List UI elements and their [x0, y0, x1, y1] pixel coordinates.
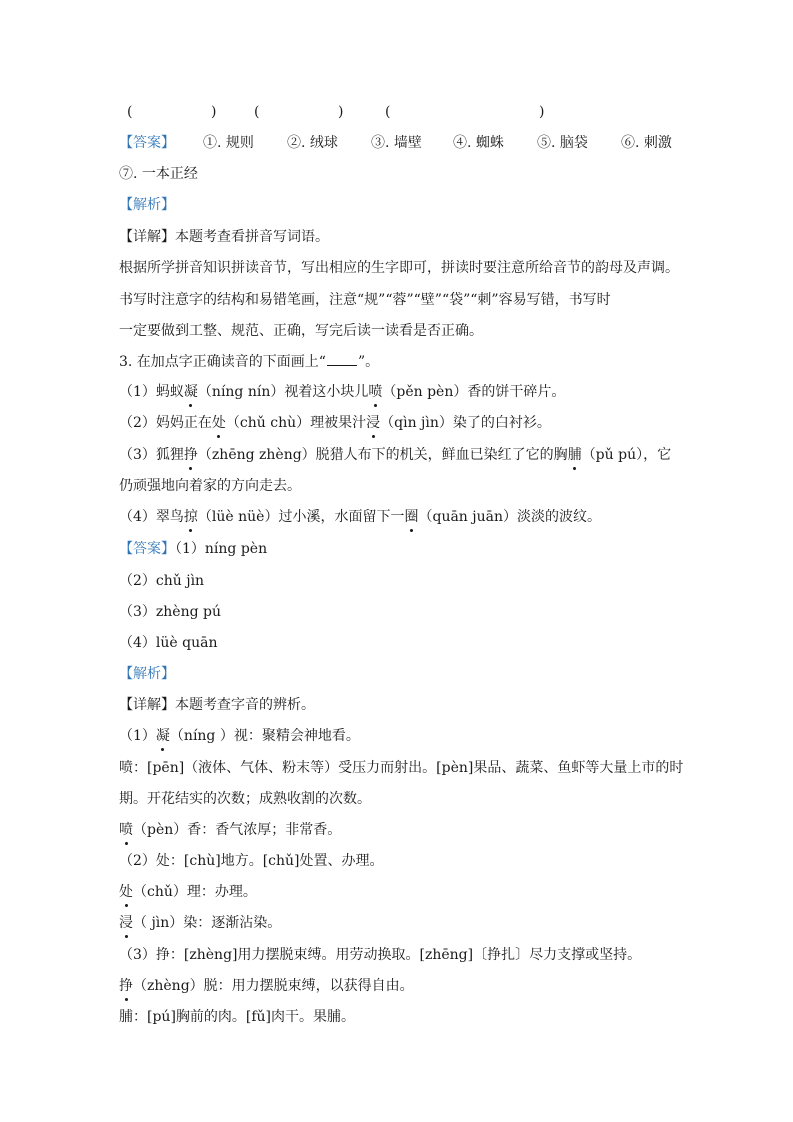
question-3-sentence-3 [119, 445, 671, 465]
question-3-sentence-2 [119, 413, 551, 433]
sentence-text: （pǔ pú），它 [581, 447, 672, 463]
underline-blank [327, 353, 357, 366]
sentence-text: （2）妈妈正在 [119, 415, 212, 431]
analysis-text: （zhèng）脱：用力摆脱束缚，以获得自由。 [133, 978, 414, 994]
dotted-char: 喷 [119, 822, 133, 838]
analysis-line-3: 一定要做到工整、规范、正确，写完后读一读看是否正确。 [119, 323, 483, 339]
analysis-text: （chǔ）理：办理。 [133, 884, 257, 900]
answer-item-1: ①. 规则 [203, 135, 254, 151]
dotted-char: 喷 [368, 384, 383, 400]
analysis-text: （pèn）香：香气浓厚；非常香。 [133, 822, 342, 838]
analysis-3-line-1 [119, 726, 360, 746]
dotted-char: 浸 [119, 915, 133, 931]
sentence-text: （lüè nüè）过小溪，水面留下一 [197, 509, 405, 525]
sentence-text: （qìn jìn）染了的白衬衫。 [380, 415, 551, 431]
detail-text: 本题考查看拼音写词语。 [175, 229, 329, 245]
sentence-text: （pěn pèn）香的饼干碎片。 [382, 384, 566, 400]
paren-close-3: ) [539, 104, 545, 120]
answer-3-item-2: （2）chǔ jìn [119, 573, 205, 589]
answer-tag: 【答案】 [119, 541, 175, 557]
dotted-char: 圈 [404, 509, 419, 525]
paren-open-2: ( [254, 104, 260, 120]
answer-3-item-3: （3）zhèng pú [119, 604, 221, 620]
question-3-prompt [119, 352, 379, 372]
sentence-text: （quān juān）淡淡的波纹。 [418, 509, 601, 525]
detail-tag: 【详解】 [119, 697, 175, 713]
question-3-prompt-a: 3. 在加点字正确读音的下面画上“ [119, 354, 326, 370]
analysis-tag: 【解析】 [119, 197, 175, 213]
detail-tag: 【详解】 [119, 229, 175, 245]
paren-close-1: ) [211, 104, 217, 120]
analysis-3-line-4 [119, 820, 341, 840]
analysis-3-line-7 [119, 913, 281, 933]
analysis-text: （níng ）视：聚精会神地看。 [169, 728, 360, 744]
analysis-3-line-5: （2）处：[chù]地方。[chǔ]处置、办理。 [119, 853, 384, 869]
paren-open-3: ( [385, 104, 391, 120]
answer-3-item-4: （4）lüè quān [119, 635, 218, 651]
analysis-3-line-9 [119, 976, 414, 996]
analysis-text: （1） [119, 728, 156, 744]
sentence-text: （3）狐狸 [119, 447, 184, 463]
sentence-text: （1）蚂蚁 [119, 384, 184, 400]
answer-item-7: ⑦. 一本正经 [119, 166, 198, 182]
dotted-char: 处 [119, 884, 133, 900]
dotted-char: 处 [211, 415, 226, 431]
answer-item-5: ⑤. 脑袋 [537, 135, 588, 151]
sentence-text: （zhēng zhèng）脱猎人布下的机关，鲜血已染红了它的胸 [197, 447, 568, 463]
sentence-text: （chǔ chù）理被果汁 [225, 415, 367, 431]
detail-text: 本题考查字音的辨析。 [175, 697, 315, 713]
paren-close-2: ) [338, 104, 344, 120]
dotted-char: 凝 [183, 384, 198, 400]
analysis-line-2: 书写时注意字的结构和易错笔画，注意“规”“蓉”“壁”“袋”“刺”容易写错，书写时 [119, 292, 611, 308]
answer-item-3: ③. 墙壁 [371, 135, 422, 151]
answer-item-4: ④. 蜘蛛 [453, 135, 504, 151]
answer-item-2: ②. 绒球 [287, 135, 338, 151]
question-3-sentence-1 [119, 382, 565, 402]
paren-open-1: ( [127, 104, 133, 120]
answer-3-item-1: （1）níng pèn [175, 541, 268, 557]
dotted-char: 凝 [155, 728, 170, 744]
analysis-3-line-2: 喷：[pēn]（液体、气体、粉末等）受压力而射出。[pèn]果品、蔬菜、鱼虾等大量上市的时 [119, 760, 684, 776]
analysis-3-line-8: （3）挣：[zhèng]用力摆脱束缚。用劳动换取。[zhēng]〔挣扎〕尽力支撑或坚持。 [119, 947, 642, 963]
answer-1-row [119, 133, 672, 153]
answer-tag: 【答案】 [119, 135, 175, 151]
analysis-3-line-6 [119, 882, 257, 902]
dotted-char: 脯 [567, 447, 582, 463]
sentence-text: （níng nín）视着这小块儿 [197, 384, 369, 400]
dotted-char: 挣 [119, 978, 133, 994]
answer-item-6: ⑥. 刺激 [621, 135, 672, 151]
dotted-char: 挣 [183, 447, 198, 463]
analysis-text: （ jìn）染：逐渐沾染。 [133, 915, 282, 931]
question-3-sentence-4 [119, 507, 601, 527]
analysis-3-line-3: 期。开花结实的次数；成熟收割的次数。 [119, 791, 371, 807]
analysis-3-line-10: 脯：[pú]胸前的肉。[fǔ]肉干。果脯。 [119, 1009, 356, 1025]
question-3-prompt-b: ”。 [357, 354, 380, 370]
question-3-sentence-3-cont: 仍顽强地向着家的方向走去。 [119, 478, 301, 494]
analysis-tag: 【解析】 [119, 666, 175, 682]
analysis-line-1: 根据所学拼音知识拼读音节，写出相应的生字即可，拼读时要注意所给音节的韵母及声调。 [119, 260, 679, 276]
detail-row-1 [119, 227, 329, 247]
detail-row-3 [119, 695, 315, 715]
sentence-text: （4）翠鸟 [119, 509, 184, 525]
dotted-char: 掠 [183, 509, 198, 525]
answer-3-row-1 [119, 539, 267, 559]
dotted-char: 浸 [366, 415, 381, 431]
